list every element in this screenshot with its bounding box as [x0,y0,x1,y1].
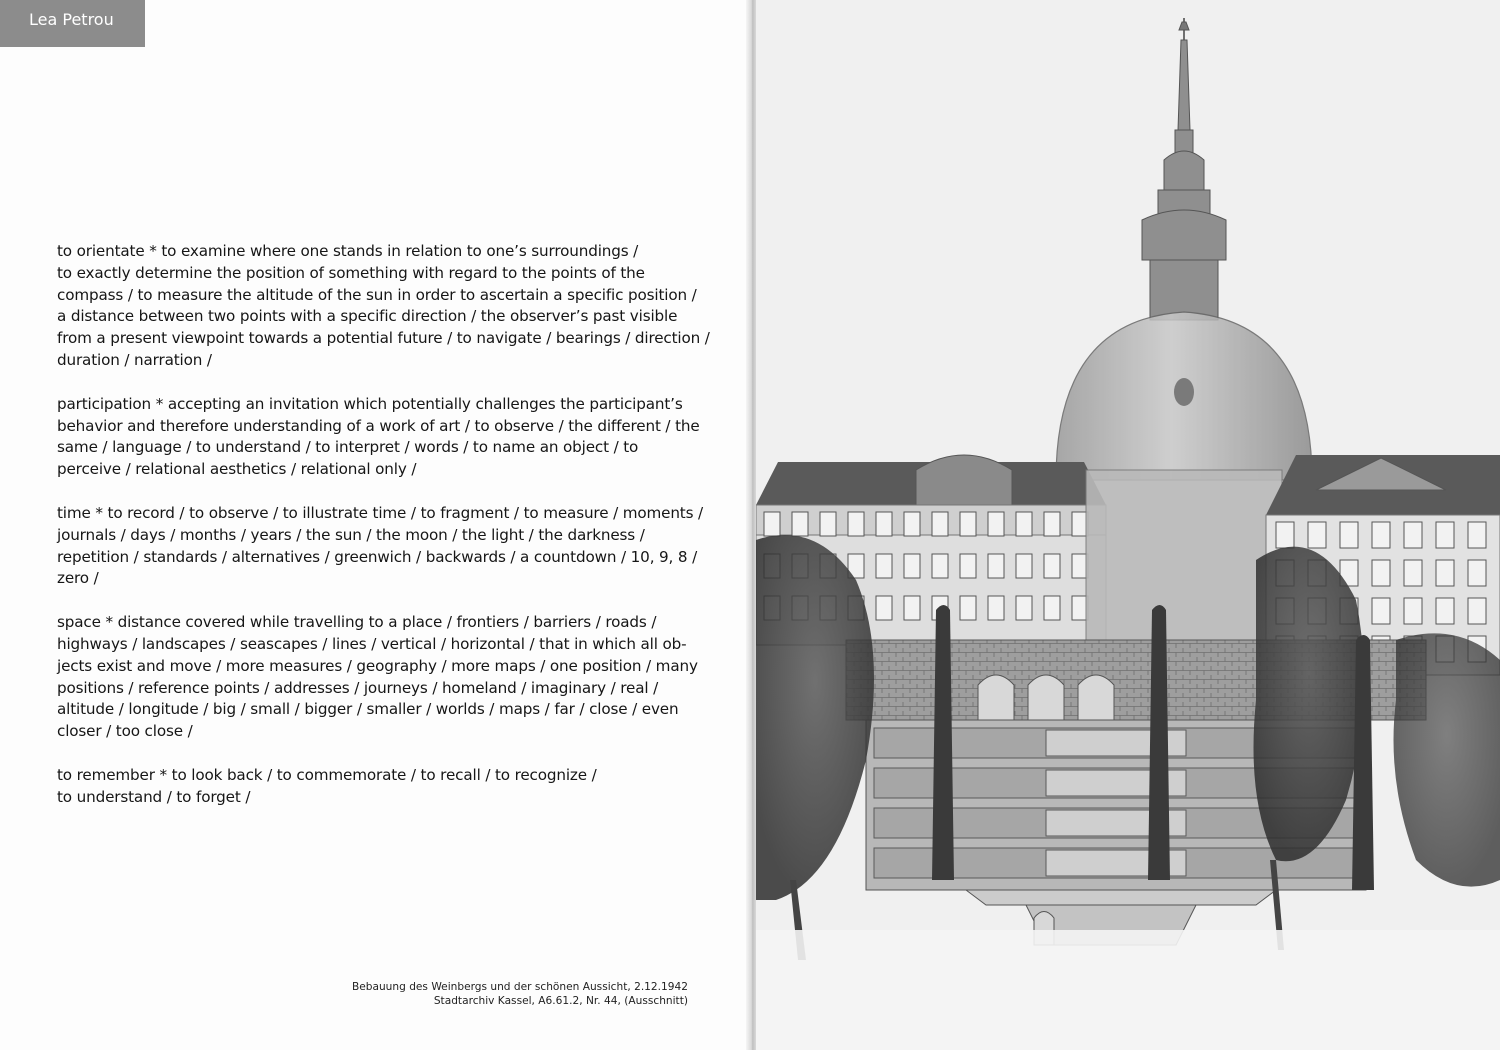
window [1308,522,1326,548]
window [1372,598,1390,624]
window [876,512,892,536]
window [904,554,920,578]
author-tab [0,0,145,47]
window [876,554,892,578]
image-caption [268,980,688,1008]
entry-line: to remember * to look back / to commemorate / to recall / to recognize / [57,765,597,784]
entry-line: to orientate * to examine where one stands in relation to one’s surroundings / [57,242,639,260]
entry-line: behavior and therefore understanding of a work of art / to observe / the different / the [57,416,700,435]
window [988,596,1004,620]
window [792,512,808,536]
entry-space [57,612,697,743]
window [904,596,920,620]
window [1340,522,1358,548]
window [932,512,948,536]
entry-line: closer / too close / [57,722,193,741]
entry-line: same / language / to understand / to interpret / words / to name an object / to [57,438,639,457]
window [904,512,920,536]
entry-line: compass / to measure the altitude of the sun in order to ascertain a specific position / [57,285,697,304]
entry-participation [57,394,700,481]
window [1436,598,1454,624]
entry-line: to exactly determine the position of something with regard to the points of the [57,263,645,282]
window [1276,522,1294,548]
window [988,512,1004,536]
window [848,512,864,536]
window [1468,522,1486,548]
entry-line: highways / landscapes / seascapes / lines / vertical / horizontal / that in which all ob- [57,634,687,653]
window [1044,512,1060,536]
caption-title: Bebauung des Weinbergs und der schönen Aussicht, 2.12.1942 [351,981,688,993]
caption-source: Stadtarchiv Kassel, A6.61.2, Nr. 44, (Ausschnitt) [433,995,688,1007]
window [1468,560,1486,586]
entry-line: participation * accepting an invitation which potentially challenges the participant’s [57,394,683,413]
window [1404,598,1422,624]
window [988,554,1004,578]
window [932,554,948,578]
window [820,512,836,536]
entry-line: repetition / standards / alternatives / greenwich / backwards / a countdown / 10, 9, 8 / [57,547,698,566]
entry-line: time * to record / to observe / to illustrate time / to fragment / to measure / moments / [57,503,704,522]
entry-line: a distance between two points with a specific direction / the observer’s past visible [57,307,678,326]
entry-line: space * distance covered while travelling to a place / frontiers / barriers / roads / [57,613,657,632]
window [1044,554,1060,578]
window [764,512,780,536]
window [1404,560,1422,586]
entry-remember [57,765,697,809]
right-page [756,0,1500,1050]
entry-line: altitude / longitude / big / small / bigger / smaller / worlds / maps / far / close / even [57,700,679,719]
entry-line: positions / reference points / addresses / journeys / homeland / imaginary / real / [57,678,659,697]
glossary-entries [57,241,710,831]
entry-line: perceive / relational aesthetics / relational only / [57,460,417,479]
window [1372,560,1390,586]
window [1044,596,1060,620]
architectural-drawing [756,0,1500,1050]
window [876,596,892,620]
window [1468,598,1486,624]
window [1016,512,1032,536]
entry-line: zero / [57,569,99,588]
window [960,512,976,536]
window [960,554,976,578]
window [1016,554,1032,578]
entry-orientate [57,241,710,372]
entry-line: journals / days / months / years / the sun / the moon / the light / the darkness / [57,525,645,544]
window [1016,596,1032,620]
window [1404,522,1422,548]
author-name: Lea Petrou [29,10,114,29]
window [1436,522,1454,548]
entry-line: from a present viewpoint towards a potential future / to navigate / bearings / direction / [57,329,710,348]
window [960,596,976,620]
entry-line: to understand / to forget / [57,787,251,806]
entry-line: duration / narration / [57,350,212,369]
window [1372,522,1390,548]
window [1436,560,1454,586]
entry-time [57,503,704,590]
entry-line: jects exist and move / more measures / geography / more maps / one position / many [57,656,698,675]
